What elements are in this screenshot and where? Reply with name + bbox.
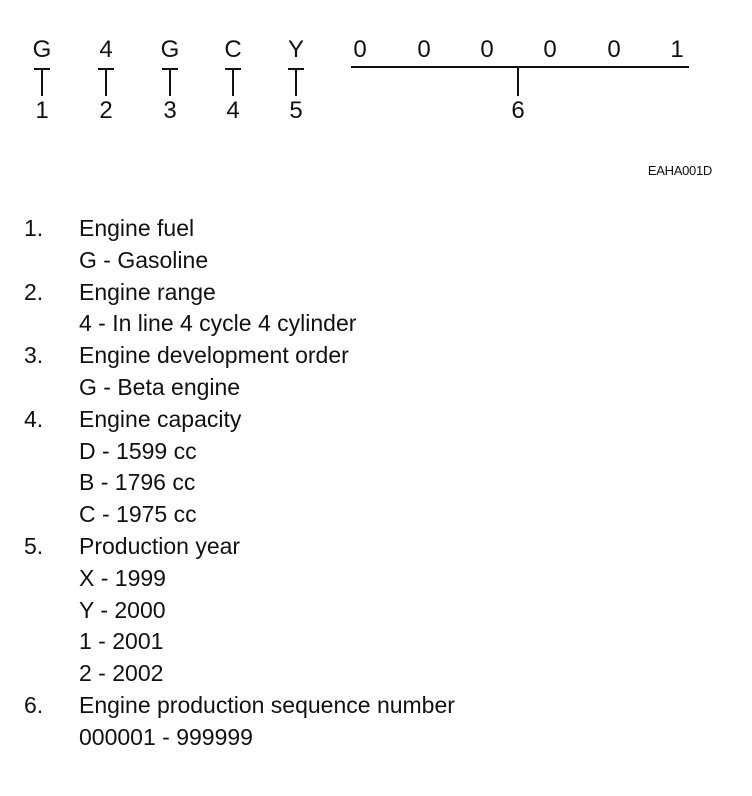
legend-item xyxy=(24,531,724,690)
legend-item-number: 2. xyxy=(24,278,44,305)
legend-item-value: X - 1999 xyxy=(79,564,166,591)
callout-1: 1 xyxy=(35,97,49,124)
legend-item-title: Production year xyxy=(79,532,241,559)
legend-item-number: 5. xyxy=(24,532,44,559)
code-char-sequence: 0 xyxy=(480,36,494,63)
legend-item-value: 000001 - 999999 xyxy=(79,723,253,750)
legend-item-title: Engine development order xyxy=(79,342,349,369)
legend-item-number: 3. xyxy=(24,342,44,369)
legend-item-value: G - Beta engine xyxy=(79,373,241,400)
legend-item xyxy=(24,277,724,341)
legend-item-value: Y - 2000 xyxy=(79,596,166,623)
legend-item-title: Engine production sequence number xyxy=(79,691,455,718)
legend-list xyxy=(24,213,724,754)
callout-2: 2 xyxy=(99,97,113,124)
legend-item-value: 1 - 2001 xyxy=(79,628,164,655)
callout-3: 3 xyxy=(163,97,177,124)
code-char-sequence: 1 xyxy=(670,36,684,63)
figure-reference-code: EAHA001D xyxy=(647,163,712,178)
legend-item-value: C - 1975 cc xyxy=(79,501,197,528)
code-char-production-year: Y xyxy=(287,36,304,63)
legend-item-title: Engine capacity xyxy=(79,405,242,432)
callout-4: 4 xyxy=(226,97,240,124)
callout-5: 5 xyxy=(289,97,303,124)
tick-stem xyxy=(41,68,43,96)
tick-stem xyxy=(105,68,107,96)
legend-item-value: D - 1599 cc xyxy=(79,437,197,464)
tick-stem xyxy=(295,68,297,96)
code-char-fuel: G xyxy=(32,36,52,63)
legend-item-number: 1. xyxy=(24,215,44,241)
legend-item-number: 6. xyxy=(24,691,44,718)
code-char-sequence: 0 xyxy=(353,36,367,63)
sequence-stem xyxy=(517,68,519,96)
legend-item xyxy=(24,213,724,277)
code-char-sequence: 0 xyxy=(543,36,557,63)
legend-item-title: Engine range xyxy=(79,278,216,305)
legend-item-value: 2 - 2002 xyxy=(79,660,164,687)
legend-item-value: G - Gasoline xyxy=(79,246,209,273)
legend-item-value: 4 - In line 4 cycle 4 cylinder xyxy=(79,310,357,337)
tick-stem xyxy=(232,68,234,96)
callout-6: 6 xyxy=(511,97,525,124)
code-char-range: 4 xyxy=(99,36,113,63)
legend-item-value: B - 1796 cc xyxy=(79,469,196,496)
legend-item xyxy=(24,690,724,754)
code-char-capacity: C xyxy=(224,36,242,63)
code-char-sequence: 0 xyxy=(417,36,431,63)
code-char-development-order: G xyxy=(160,36,180,63)
legend-item xyxy=(24,404,724,531)
code-char-sequence: 0 xyxy=(607,36,621,63)
legend-item xyxy=(24,340,724,404)
legend-item-number: 4. xyxy=(24,405,44,432)
legend-item-title: Engine fuel xyxy=(79,215,195,241)
sequence-underline xyxy=(351,66,689,68)
tick-stem xyxy=(169,68,171,96)
